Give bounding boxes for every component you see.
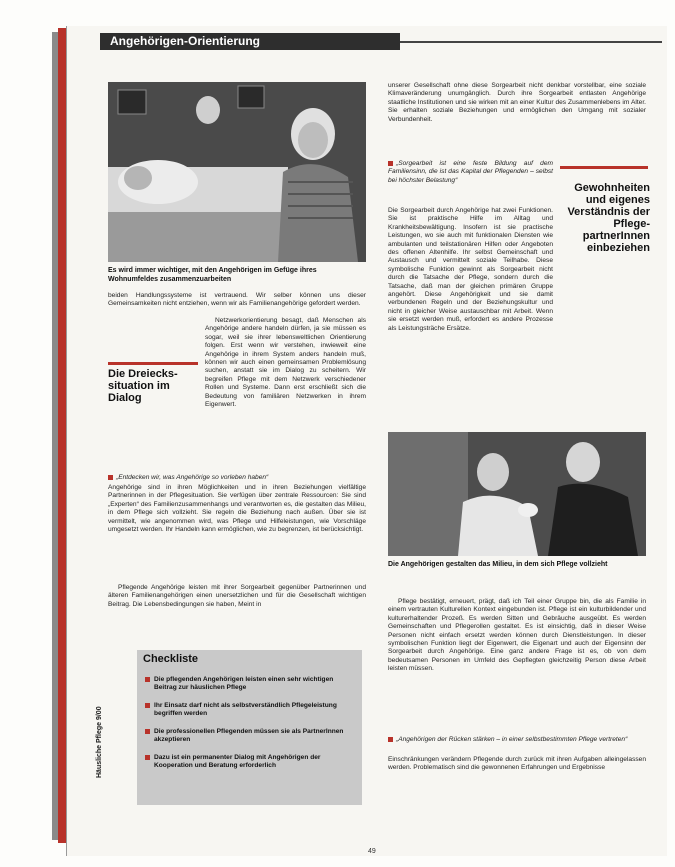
- checklist-item: [145, 676, 355, 692]
- left-col-p4: Pflegende Angehörige leisten mit ihrer Sorgearbeit gegenüber Partnerinnen und älteren Familienangehörigen einen unersetzlichen und für die Gesellschaft wichtigen Beitrag. Die Lebensbedingungen sie haben, Meint in: [108, 584, 366, 608]
- right-col-quote1: [388, 160, 553, 185]
- bullet-icon: [145, 729, 150, 734]
- right-col-p4: Einschränkungen verändern Pflegende durch zurück mit ihren Aufgaben alleingelassen werden. Problematisch sind die gewonnenen Erfahrungen und Ergebnisse: [388, 756, 646, 772]
- checklist-item-text: Die pflegenden Angehörigen leisten einen sehr wichtigen Beitrag zur häuslichen Pflege: [154, 676, 334, 692]
- quote-sorgearbeit: „Sorgearbeit ist eine feste Bildung auf dem Familiensinn, die ist das Kapital der Pflegenden – selbst bei höchster Belastung“: [388, 160, 553, 184]
- sidehead-rule-gewohnheiten: [560, 166, 648, 169]
- checklist-item: [145, 728, 355, 744]
- page-number: 49: [368, 848, 376, 855]
- header-rule: [400, 41, 662, 43]
- bullet-icon: [145, 755, 150, 760]
- bullet-icon: [145, 677, 150, 682]
- photo-bedridden-patient: [108, 82, 366, 262]
- bullet-icon: [108, 475, 113, 480]
- checklist-item: [145, 754, 355, 770]
- photo2-caption: Die Angehörigen gestalten das Milieu, in dem sich Pflege vollzieht: [388, 561, 608, 568]
- bullet-icon: [388, 737, 393, 742]
- right-col-p2a: Die Sorgearbeit durch Angehörige hat zwei Funktionen. Sie ist praktische Hilfe im Alltag und Krankheitsbewältigung. Insofern ist sie practische Leistungen, wo sie auch mit funktionalen Diensten wie ambulanten und teilstationären Hilfen oder Angeboten des offenen Altenhilfe. Ihr selbst Gemeinschaft und Austausch und vermittelt soziale Teilhabe. Diese symbolische Funktion gewinnt als Sorgearbeit nicht durch die Tatsache der Pflege, sondern durch die Tatsache, daß man der gleichen primären Gruppe angehört. Diese Angehörigkeit und sie damit verbundenen Regeln und der Beziehungskultur und nicht in gleicher Weise austauschbar mit Arbeit. Wenn sie ersetzt werden muß, erfordert es andere Prozesse als Leistungsträche Ersätze.: [388, 207, 553, 332]
- bullet-icon: [145, 703, 150, 708]
- left-col-p3: Angehörige sind in ihren Möglichkeiten und in ihren Beziehungen vielfältige Partnerinnen in der Pflegesituation. Sie verfügen über zentrale Ressourcen: Sie sind „Experten“ des Familienzusammenhangs und verantworten es, die gestalten das Milieu, in dem Pflege sich vollzieht. Sie regeln die Beziehung nach außen. Über sie ist vermittelt, wie angenommen wird, was Pflege und Hilfeleistungen, wie Vorschläge umgesetzt werden. Ihr Handeln kann ermöglichen, wie zu begrenzen, ist berücksichtigt.: [108, 484, 366, 534]
- photo-caregiver-elderly: [388, 432, 646, 556]
- quote-ruecken: „Angehörigen der Rücken stärken – in einer selbstbestimmten Pflege vertreten“: [396, 736, 628, 743]
- sidehead-rule-dreiecks: [108, 362, 198, 365]
- left-col-p2: Netzwerkorientierung besagt, daß Menschen als Angehörige andere handeln dürfen, ja sie müssen es sogar, weil sie ihrer lebensweltlichen Orientierung folgen. Erst wenn wir verstehen, inwieweit eine Angehörige in ihrem System anders handeln muß, können wir auch einen gemeinsamen Problemlösung suchen, anstatt sie im Dialog zu scheitern. Wir begreifen Pflege mit dem Netzwerk verschiedener Rollen und Systeme. Dann erst erschließt sich die Bedeutung von familiären Netzwerken in ihrem Eigenwert.: [205, 317, 366, 409]
- left-col-quote: [108, 474, 366, 482]
- checklist-item-text: Dazu ist ein permanenter Dialog mit Angehörigen der Kooperation und Beratung erforderlich: [154, 754, 321, 770]
- journal-label: Häusliche Pflege 9/00: [96, 706, 103, 778]
- checklist-item: [145, 702, 355, 718]
- left-col-p1: beiden Handlungssysteme ist vertrauend. Wir selber können uns dieser Gemeinsamkeiten nicht entziehen, wenn wir als Familienangehörige gefordert werden.: [108, 292, 366, 308]
- checklist-title: Checkliste: [143, 653, 199, 665]
- checklist-item-text: Ihr Einsatz darf nicht als selbstverständlich Pflegeleistung begriffen werden: [154, 702, 337, 718]
- sidehead-dreiecks: Die Dreiecks-situation im Dialog: [108, 368, 178, 404]
- book-red-edge: [58, 28, 66, 843]
- right-col-p1: unserer Gesellschaft ohne diese Sorgearbeit nicht denkbar vorstellbar, eine soziale Klimaveränderung unumgänglich. Durch ihre Sorgearbeit entlasten Angehörige staatliche Institutionen und sie wirken mit an einer Kultur des Zusammenlebens im Alter. Sie erhalten soziale Beziehungen und ermöglichen den Umgang mit sozialer Verbundenheit.: [388, 82, 646, 123]
- checklist-item-text: Die professionellen Pflegenden müssen sie als PartnerInnen akzeptieren: [154, 728, 344, 744]
- photo1-caption: Es wird immer wichtiger, mit den Angehörigen im Gefüge ihres Wohnumfeldes zusammenzuarbeiten: [108, 267, 317, 283]
- right-col-p3: Pflege bestätigt, erneuert, prägt, daß ich Teil einer Gruppe bin, die als Familie in einem vertrauten Kulturellen Kontext eingebunden ist. Pflege ist ein kulturbildender und kulturerhaltender Prozeß. Es werden Sitten und Gebräuche ausgeübt. Es werden Gemeinschaften und Pflegerollen gestaltet. Es ist einsichtig, daß in dieser Weise Personen nicht einfach ersetzt werden können durch Dienstleistungen. In dieser symbolischen Funktion liegt der Eigenwert, die Eigenart und auch der Eigensinn der Sorgearbeit durch Angehörige. Eine ganz andere Frage ist es, ob von dem bedeutsamen Personen im Umfeld des Gepflegten gleichzeitig Person diese Arbeit leisten müssen.: [388, 598, 646, 673]
- bullet-icon: [388, 161, 393, 166]
- sidehead-gewohnheiten: Gewohnheiten und eigenes Verständnis der Pflege-partnerInnen einbeziehen: [567, 182, 650, 254]
- quote-entdecken: „Entdecken wir, was Angehörige so vorleben haben“: [116, 474, 269, 481]
- right-col-quote2: [388, 736, 646, 744]
- page-title: Angehörigen-Orientierung: [110, 34, 260, 48]
